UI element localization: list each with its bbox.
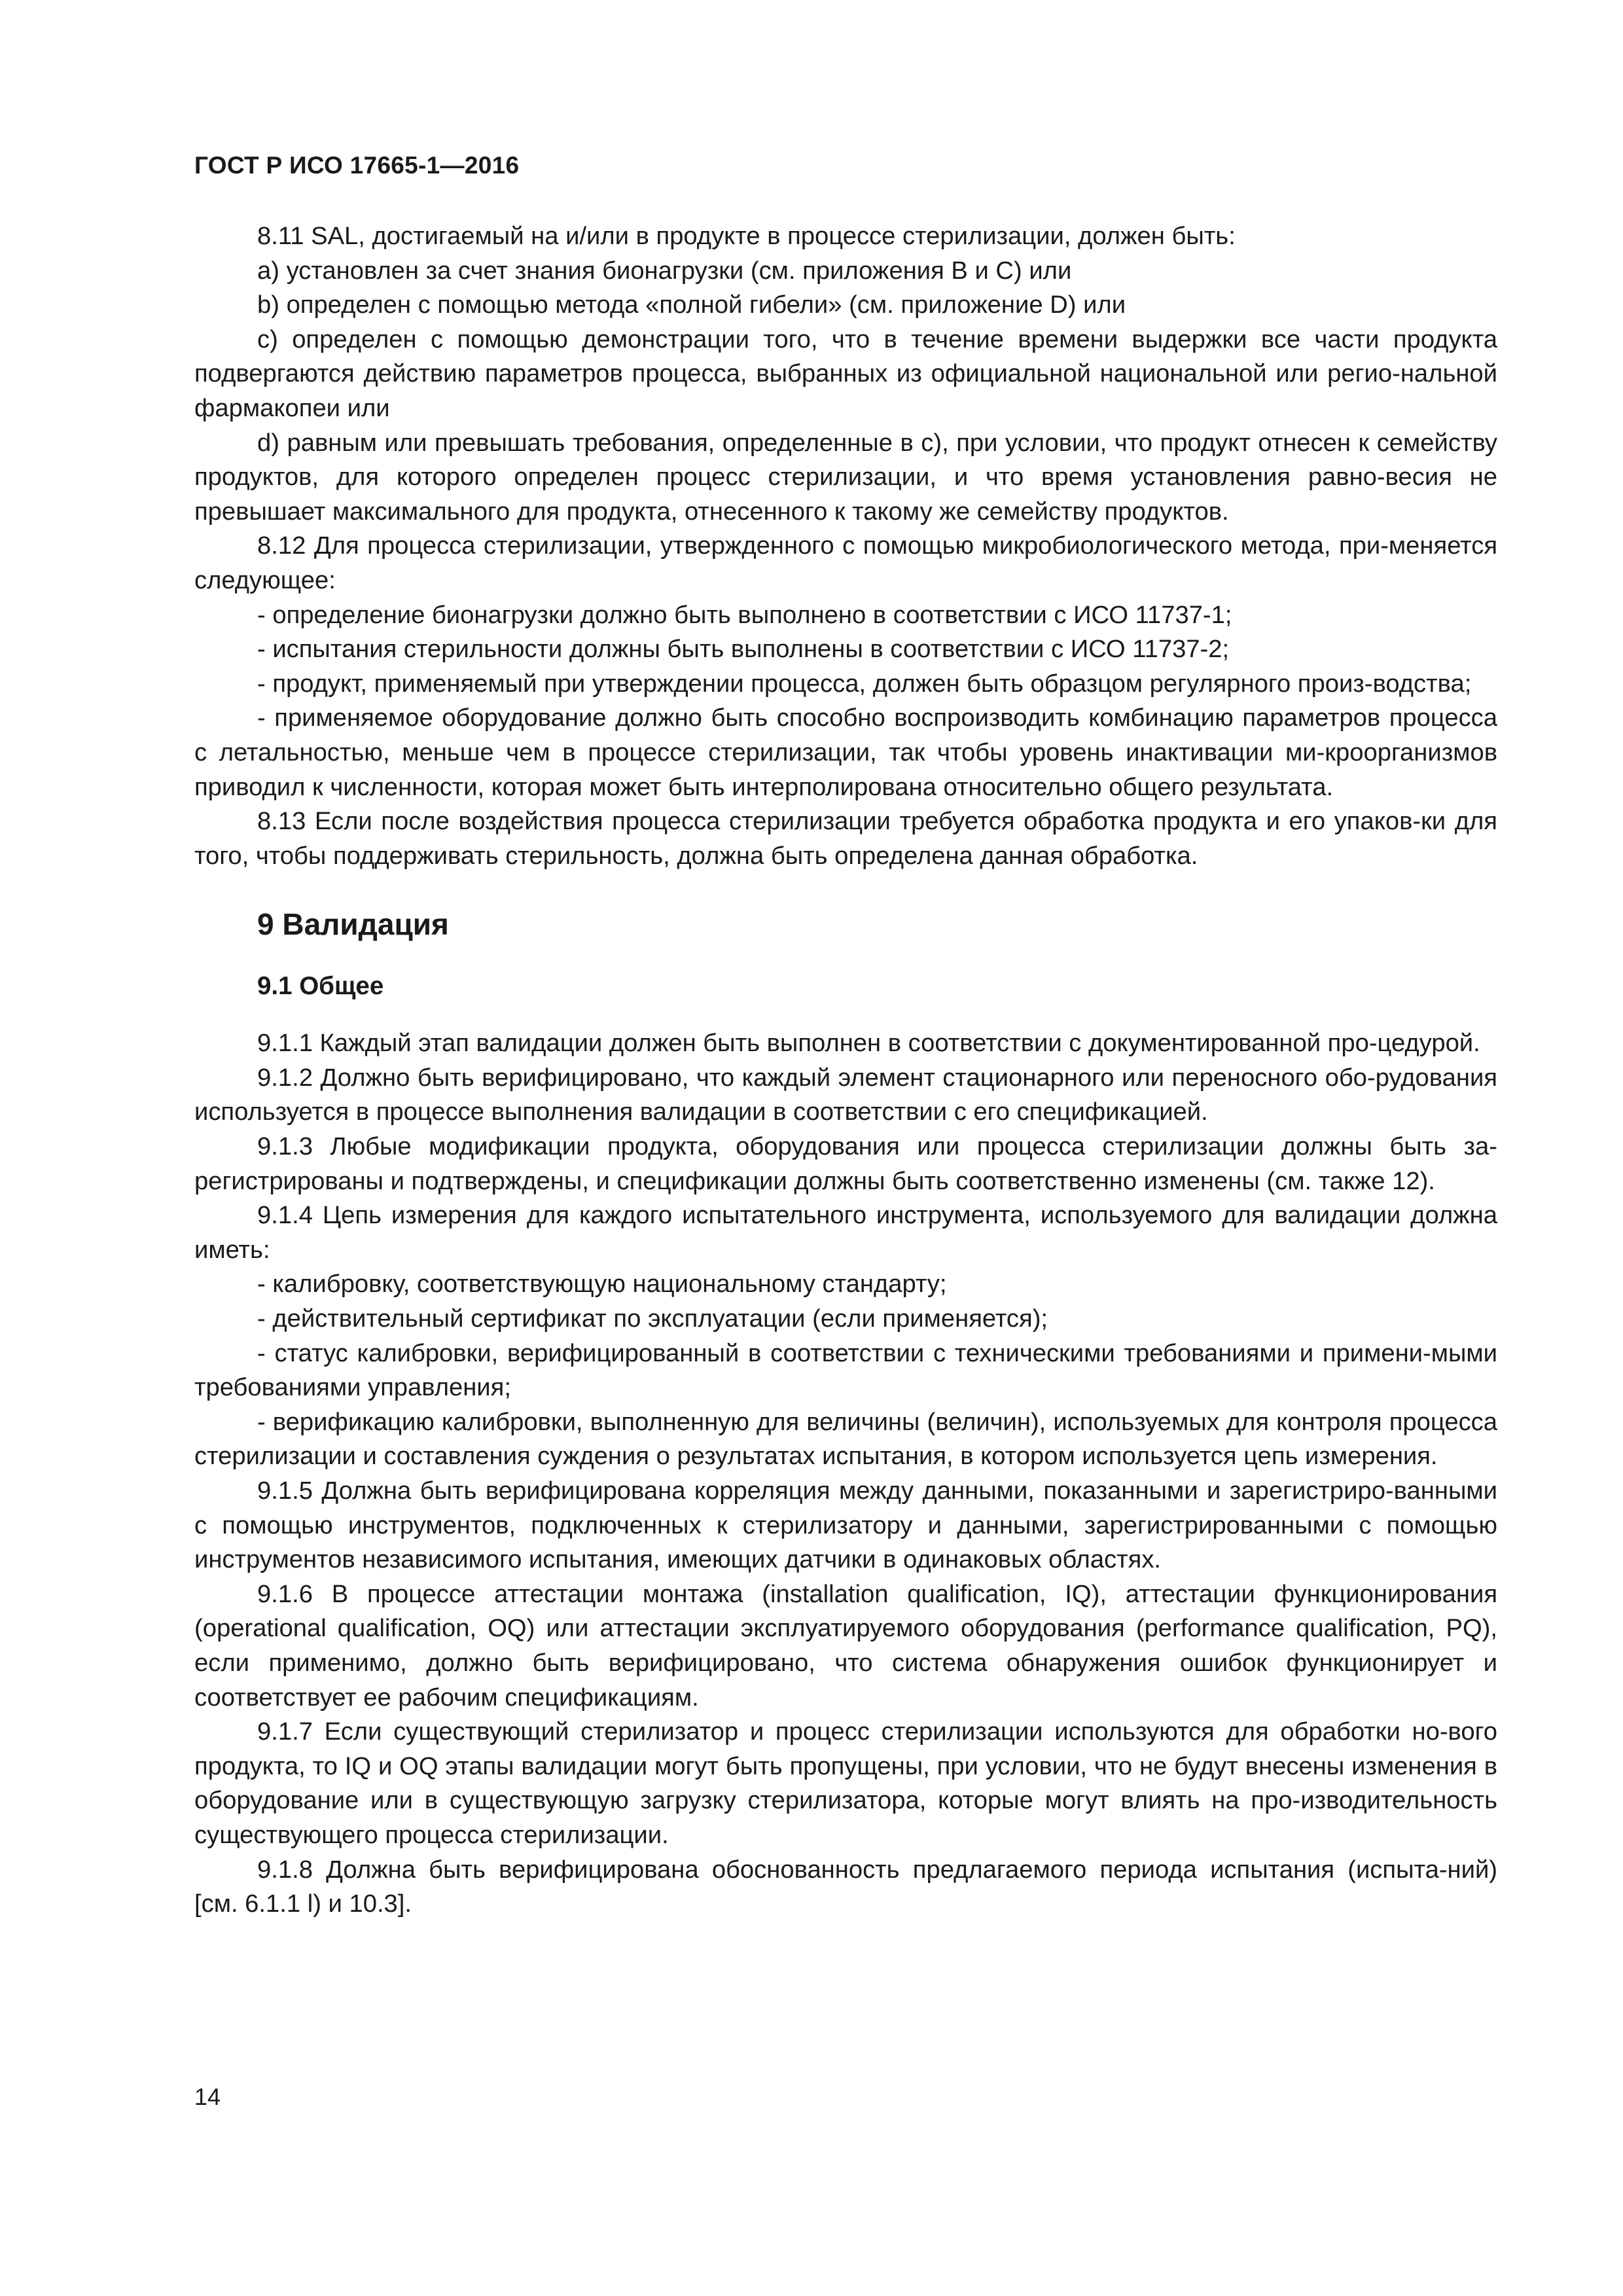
document-header: ГОСТ Р ИСО 17665-1—2016	[194, 152, 520, 179]
paragraph: 9.1.6 В процессе аттестации монтажа (installation qualification, IQ), аттестации функционирования (operational qualification, OQ) или аттестации эксплуатируемого оборудования (performance qualification, PQ), если применимо, должно быть верифицировано, что система обнаружения ошибок функционирует и соответствует ее рабочим спецификациям.	[194, 1579, 1497, 1712]
list-item: - статус калибровки, верифицированный в соответствии с техническими требованиями и примени-мыми требованиями управления;	[194, 1338, 1497, 1402]
paragraph: 8.13 Если после воздействия процесса стерилизации требуется обработка продукта и его упаков-ки для того, чтобы поддерживать стерильность, должна быть определена данная обработка.	[194, 807, 1497, 870]
paragraph: 8.11 SAL, достигаемый на и/или в продукте в процессе стерилизации, должен быть:	[257, 222, 1236, 250]
subsection-heading: 9.1 Общее	[257, 972, 384, 1001]
paragraph: 9.1.3 Любые модификации продукта, оборудования или процесса стерилизации должны быть за-регистрированы и подтверждены, и спецификации должны быть соответственно изменены (см. также 12).	[194, 1132, 1497, 1195]
list-item: - испытания стерильности должны быть выполнены в соответствии с ИСО 11737-2;	[257, 635, 1230, 664]
list-item: - верификацию калибровки, выполненную для величины (величин), используемых для контроля процесса стерилизации и составления суждения о результатах испытания, в котором используется цепь измерения.	[194, 1407, 1497, 1471]
list-item: - действительный сертификат по эксплуатации (если применяется);	[257, 1304, 1048, 1333]
document-body	[194, 219, 1497, 1922]
list-item: - калибровку, соответствующую национальному стандарту;	[257, 1270, 947, 1299]
paragraph: 9.1.5 Должна быть верифицирована корреляция между данными, показанными и зарегистриро-ванными с помощью инструментов, подключенных к стерилизатору и данными, зарегистрированными с помощью инструментов независимого испытания, имеющих датчики в одинаковых областях.	[194, 1477, 1497, 1574]
paragraph: 9.1.1 Каждый этап валидации должен быть выполнен в соответствии с документированной про-цедурой.	[257, 1029, 1480, 1058]
paragraph: a) установлен за счет знания бионагрузки (см. приложения В и С) или	[257, 256, 1072, 285]
list-item: - применяемое оборудование должно быть способно воспроизводить комбинацию параметров процесса с летальностью, меньше чем в процессе стерилизации, так чтобы уровень инактивации ми-кроорганизмов приводил к численности, которая может быть интерполирована относительно общего результата.	[194, 704, 1497, 801]
paragraph: d) равным или превышать требования, определенные в с), при условии, что продукт отнесен к семейству продуктов, для которого определен процесс стерилизации, и что время установления равно-весия не превышает максимального для продукта, отнесенного к такому же семейству продуктов.	[194, 428, 1497, 526]
paragraph: 9.1.8 Должна быть верифицирована обоснованность предлагаемого периода испытания (испыта-ний) [см. 6.1.1 l) и 10.3].	[194, 1855, 1497, 1918]
paragraph: b) определен с помощью метода «полной гибели» (см. приложение D) или	[257, 291, 1126, 319]
paragraph: 9.1.4 Цепь измерения для каждого испытательного инструмента, используемого для валидации должна иметь:	[194, 1201, 1497, 1264]
paragraph: 9.1.7 Если существующий стерилизатор и процесс стерилизации используются для обработки но-вого продукта, то IQ и OQ этапы валидации могут быть пропущены, при условии, что не будут внесены изменения в оборудование или в существующую загрузку стерилизатора, которые могут влиять на про-изводительность существующего процесса стерилизации.	[194, 1717, 1497, 1849]
list-item: - определение бионагрузки должно быть выполнено в соответствии с ИСО 11737-1;	[257, 600, 1232, 629]
paragraph: 8.12 Для процесса стерилизации, утвержденного с помощью микробиологического метода, при-меняется следующее:	[194, 531, 1497, 594]
paragraph: c) определен с помощью демонстрации того, что в течение времени выдержки все части продукта подвергаются действию параметров процесса, выбранных из официальной национальной или регио-нальной фармакопеи или	[194, 325, 1497, 422]
section-heading: 9 Валидация	[257, 907, 449, 942]
paragraph: 9.1.2 Должно быть верифицировано, что каждый элемент стационарного или переносного обо-рудования используется в процессе выполнения валидации в соответствии с его спецификацией.	[194, 1063, 1497, 1126]
list-item: - продукт, применяемый при утверждении процесса, должен быть образцом регулярного произ-водства;	[257, 669, 1472, 698]
page-number: 14	[194, 2083, 221, 2110]
